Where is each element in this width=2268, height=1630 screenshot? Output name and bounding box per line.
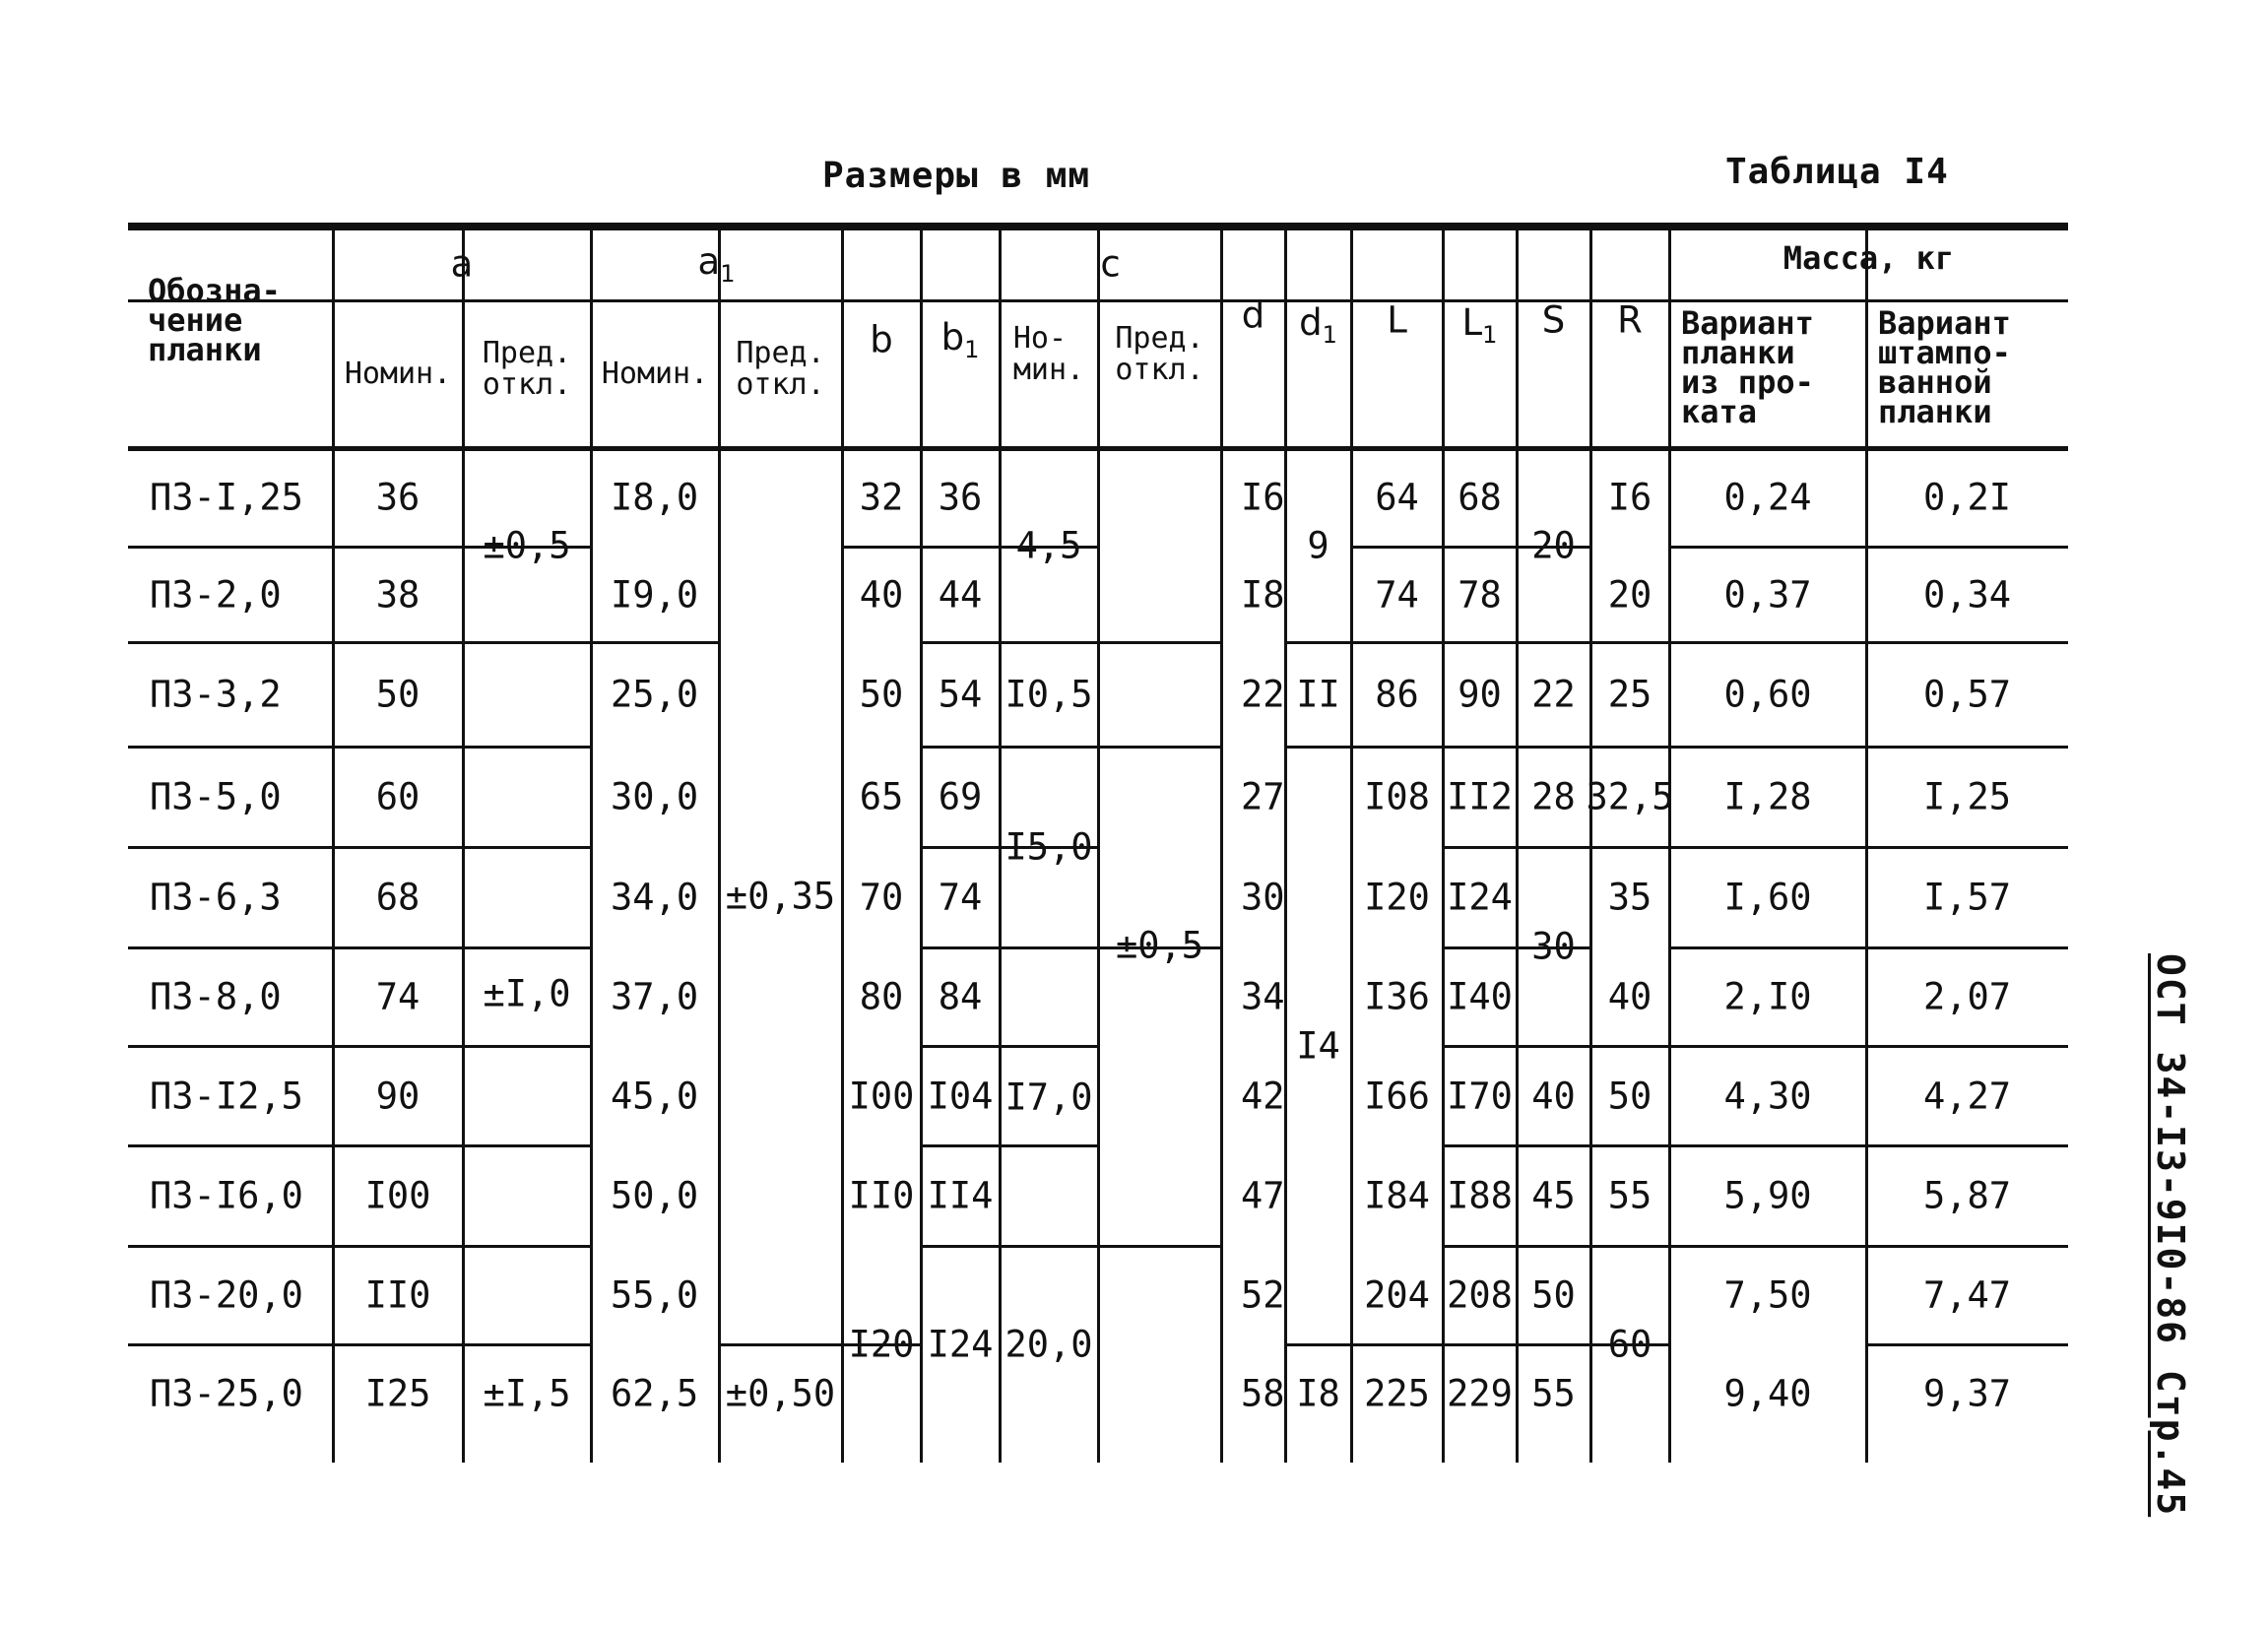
header-c: c [1100, 242, 1121, 286]
header-dev-c: Пред. откл. [1115, 321, 1204, 387]
L1-cell: I40 [1447, 975, 1513, 1018]
row-rule [333, 546, 463, 549]
row-rule [128, 946, 333, 949]
R-cell: 50 [1607, 1075, 1652, 1117]
L-cell: 64 [1375, 476, 1419, 519]
s-cell: 55 [1531, 1372, 1576, 1415]
b-cell: I00 [848, 1075, 915, 1117]
row-rule [463, 641, 591, 644]
row-rule [921, 546, 1000, 549]
b-cell: 50 [859, 673, 904, 716]
d-cell: 52 [1241, 1273, 1285, 1317]
mass-rolled-cell: I,28 [1723, 775, 1812, 818]
row-rule [1517, 746, 1590, 749]
header-dev-a1: Пред. откл. [736, 336, 825, 402]
row-rule [591, 641, 719, 644]
header-b1-subscript: 1 [964, 336, 980, 364]
header-mass-stamped: Вариант штампо- ванной планки [1878, 304, 2011, 430]
row-rule [1285, 641, 1351, 644]
mass-rolled-cell: 5,90 [1723, 1174, 1812, 1217]
row-rule [1866, 1045, 2068, 1048]
row-rule [1351, 641, 1443, 644]
mass-rolled-cell: 0,60 [1723, 673, 1812, 716]
row-rule [128, 1045, 333, 1048]
d1-cell: I8 [1296, 1372, 1340, 1415]
d-cell: 22 [1241, 673, 1285, 716]
L1-cell: 229 [1447, 1372, 1513, 1415]
row-rule [1866, 1343, 2068, 1346]
b-cell: 70 [859, 876, 904, 919]
mass-stamped-cell: 0,57 [1922, 673, 2012, 716]
b1-cell: 54 [938, 673, 983, 716]
b-cell: 40 [859, 573, 904, 616]
row-rule [333, 1045, 463, 1048]
row-rule [921, 1144, 1000, 1147]
a-nominal-cell: 68 [375, 876, 421, 919]
row-rule [1517, 1045, 1590, 1048]
designation-cell: ПЗ-20,0 [150, 1273, 303, 1317]
L-cell: 86 [1375, 673, 1419, 716]
mass-stamped-cell: 9,37 [1922, 1372, 2012, 1415]
row-rule [463, 1343, 591, 1346]
row-rule [1443, 746, 1517, 749]
mass-stamped-cell: 0,2I [1922, 476, 2012, 519]
row-rule [1000, 746, 1098, 749]
L1-cell: I24 [1447, 876, 1513, 919]
b1-cell: II4 [927, 1174, 994, 1217]
row-rule [921, 946, 1000, 949]
column-rule [590, 227, 593, 1463]
column-rule [1589, 227, 1592, 1463]
row-rule [1590, 641, 1669, 644]
d-cell: 34 [1241, 975, 1285, 1018]
column-rule [841, 227, 844, 1463]
row-rule [1000, 946, 1098, 949]
a-nominal-cell: 38 [375, 573, 421, 616]
column-rule [462, 227, 465, 1463]
a-deviation-cell: ±I,0 [483, 972, 571, 1014]
a1-nominal-cell: I9,0 [611, 573, 699, 616]
a1-nominal-cell: 30,0 [611, 775, 699, 818]
s-cell: 22 [1531, 673, 1576, 716]
designation-cell: ПЗ-I2,5 [150, 1075, 303, 1117]
b1-cell: 74 [938, 876, 983, 919]
c-nominal-cell: I5,0 [1004, 825, 1093, 869]
column-rule [332, 227, 335, 1463]
a-nominal-cell: 74 [375, 975, 421, 1018]
column-rule [1442, 227, 1445, 1463]
d1-cell: I4 [1296, 1024, 1340, 1067]
row-rule [1517, 1245, 1590, 1248]
row-rule [1669, 546, 1866, 549]
mass-rolled-cell: 2,I0 [1723, 975, 1812, 1018]
row-rule [1669, 1144, 1866, 1147]
row-rule [463, 1144, 591, 1147]
column-rule [1350, 227, 1353, 1463]
header-b1 [941, 316, 980, 363]
row-rule [1669, 641, 1866, 644]
mass-stamped-cell: 7,47 [1922, 1273, 2012, 1317]
mass-rolled-cell: 7,50 [1723, 1273, 1812, 1317]
b1-cell: 84 [938, 975, 983, 1018]
d-cell: I8 [1241, 573, 1285, 616]
d-cell: 27 [1241, 775, 1285, 818]
row-rule [1590, 746, 1669, 749]
units-caption: Размеры в мм [822, 156, 1091, 196]
a1-deviation-cell: ±0,35 [725, 875, 836, 918]
row-rule [1443, 641, 1517, 644]
row-rule [333, 946, 463, 949]
mass-stamped-cell: 2,07 [1922, 975, 2012, 1018]
designation-cell: ПЗ-8,0 [150, 975, 282, 1018]
row-rule [842, 546, 921, 549]
row-rule [1590, 1045, 1669, 1048]
header-designation: Обозна- чение планки [148, 272, 281, 368]
row-rule [463, 1045, 591, 1048]
a-deviation-cell: ±0,5 [483, 524, 571, 566]
L1-cell: II2 [1447, 775, 1513, 818]
a1-nominal-cell: 62,5 [611, 1372, 699, 1415]
L1-cell: 68 [1458, 476, 1502, 519]
row-rule [1866, 746, 2068, 749]
row-rule [1517, 1144, 1590, 1147]
a-nominal-cell: 36 [375, 476, 421, 519]
header-d1 [1299, 301, 1337, 349]
d1-cell: 9 [1307, 524, 1329, 566]
row-rule [1351, 746, 1443, 749]
header-b1-main: b [940, 315, 965, 359]
row-rule [1098, 1245, 1221, 1248]
header-R: R [1617, 298, 1643, 342]
row-rule [1098, 746, 1221, 749]
row-rule [463, 846, 591, 849]
row-rule [1517, 641, 1590, 644]
column-rule [1668, 227, 1671, 1463]
row-rule [333, 1144, 463, 1147]
L-cell: 74 [1375, 573, 1419, 616]
row-rule [463, 746, 591, 749]
row-rule [1866, 546, 2068, 549]
row-rule [1443, 1045, 1517, 1048]
row-rule [1443, 1245, 1517, 1248]
designation-cell: ПЗ-25,0 [150, 1372, 303, 1415]
b1-cell: I24 [927, 1323, 994, 1366]
mass-rolled-cell: 4,30 [1723, 1075, 1812, 1117]
L-cell: I20 [1364, 876, 1430, 919]
b-cell: I20 [848, 1323, 915, 1366]
column-rule [1516, 227, 1519, 1463]
s-cell: 30 [1531, 925, 1576, 968]
row-rule [463, 1245, 591, 1248]
b1-cell: 36 [938, 476, 983, 519]
row-rule [128, 1343, 333, 1346]
c-nominal-cell: I0,5 [1004, 673, 1093, 716]
mass-stamped-cell: 5,87 [1922, 1174, 2012, 1217]
header-d: d [1241, 293, 1265, 337]
c-deviation-cell: ±0,5 [1115, 924, 1204, 967]
R-cell: 60 [1607, 1323, 1652, 1366]
b-cell: 32 [859, 476, 904, 519]
a1-deviation-cell: ±0,50 [725, 1372, 836, 1415]
header-a1-main: a [697, 239, 721, 283]
row-rule [1669, 1245, 1866, 1248]
header-S: S [1541, 298, 1566, 342]
document-stamp: ОСТ 34-I3-9I0-86 Стр.45 [2149, 953, 2192, 1518]
row-rule [1517, 846, 1590, 849]
mass-stamped-cell: I,57 [1922, 876, 2012, 919]
s-cell: 20 [1531, 524, 1576, 566]
b1-cell: 44 [938, 573, 983, 616]
row-rule [1590, 846, 1669, 849]
a-nominal-cell: II0 [364, 1273, 431, 1317]
row-rule [1285, 1343, 1351, 1346]
header-L: L [1387, 298, 1407, 342]
row-rule [333, 746, 463, 749]
L1-cell: I88 [1447, 1174, 1513, 1217]
row-rule [1000, 641, 1098, 644]
row-rule [1285, 746, 1351, 749]
header-nom-c: Но- мин. [1012, 321, 1085, 387]
header-L1 [1462, 301, 1498, 349]
a-deviation-cell: ±I,5 [483, 1372, 571, 1415]
row-rule [1590, 1245, 1669, 1248]
row-rule [333, 641, 463, 644]
row-rule [333, 846, 463, 849]
mass-stamped-cell: I,25 [1922, 775, 2012, 818]
row-rule [1351, 1343, 1443, 1346]
row-rule [1443, 1343, 1517, 1346]
s-cell: 50 [1531, 1273, 1576, 1317]
header-a1-subscript: 1 [720, 260, 736, 289]
a1-nominal-cell: 45,0 [611, 1075, 699, 1117]
a1-nominal-cell: 37,0 [611, 975, 699, 1018]
header-a: a [450, 242, 474, 286]
row-rule [128, 1144, 333, 1147]
row-rule [1000, 1144, 1098, 1147]
row-rule [1866, 641, 2068, 644]
designation-cell: ПЗ-5,0 [150, 775, 282, 818]
row-rule [1098, 641, 1221, 644]
row-rule [128, 846, 333, 849]
row-rule [1669, 946, 1866, 949]
b-cell: II0 [848, 1174, 915, 1217]
mass-stamped-cell: 0,34 [1922, 573, 2012, 616]
designation-cell: ПЗ-6,3 [150, 876, 282, 919]
c-nominal-cell: 20,0 [1004, 1323, 1093, 1366]
row-rule [921, 846, 1000, 849]
a-nominal-cell: 90 [375, 1075, 421, 1117]
R-cell: I6 [1607, 476, 1652, 519]
designation-cell: ПЗ-3,2 [150, 673, 282, 716]
R-cell: 35 [1607, 876, 1652, 919]
header-dev-a: Пред. откл. [482, 336, 572, 402]
b-cell: 80 [859, 975, 904, 1018]
row-rule [128, 641, 333, 644]
row-rule [719, 1343, 842, 1346]
designation-cell: ПЗ-I6,0 [150, 1174, 303, 1217]
row-rule [1866, 846, 2068, 849]
header-d1-subscript: 1 [1322, 321, 1337, 350]
mass-rolled-cell: 9,40 [1723, 1372, 1812, 1415]
row-rule [128, 1245, 333, 1248]
row-rule [1866, 1144, 2068, 1147]
designation-cell: ПЗ-I,25 [150, 476, 303, 519]
d-cell: I6 [1241, 476, 1285, 519]
c-nominal-cell: I7,0 [1004, 1076, 1093, 1118]
row-rule [1443, 546, 1517, 549]
row-rule [921, 746, 1000, 749]
header-nom-a: Номин. [344, 357, 452, 391]
header-mass-rolled: Вариант планки из про- ката [1681, 304, 1814, 430]
b1-cell: I04 [927, 1075, 994, 1117]
header-L1-main: L [1461, 300, 1483, 344]
L-cell: I08 [1364, 775, 1430, 818]
column-rule [718, 227, 721, 1463]
row-rule [1443, 1144, 1517, 1147]
row-rule [921, 1245, 1000, 1248]
L-cell: 204 [1364, 1273, 1430, 1317]
a-nominal-cell: 50 [375, 673, 421, 716]
R-cell: 25 [1607, 673, 1652, 716]
a1-nominal-cell: 34,0 [611, 876, 699, 919]
column-rule [1097, 227, 1100, 1463]
L-cell: 225 [1364, 1372, 1430, 1415]
row-rule [1669, 746, 1866, 749]
row-rule [1000, 1045, 1098, 1048]
header-nom-a1: Номин. [601, 357, 709, 391]
column-rule [999, 227, 1002, 1463]
s-cell: 45 [1531, 1174, 1576, 1217]
column-rule [920, 227, 923, 1463]
L1-cell: 90 [1458, 673, 1502, 716]
d1-cell: II [1296, 673, 1340, 716]
row-rule [1866, 946, 2068, 949]
header-L1-subscript: 1 [1482, 321, 1498, 350]
mass-stamped-cell: 4,27 [1922, 1075, 2012, 1117]
row-rule [333, 1245, 463, 1248]
row-rule [1351, 546, 1443, 549]
mass-rolled-cell: 0,24 [1723, 476, 1812, 519]
s-cell: 40 [1531, 1075, 1576, 1117]
R-cell: 40 [1607, 975, 1652, 1018]
row-rule [1669, 1045, 1866, 1048]
a1-nominal-cell: 55,0 [611, 1273, 699, 1317]
header-d1-main: d [1299, 300, 1323, 344]
a1-nominal-cell: 25,0 [611, 673, 699, 716]
designation-cell: ПЗ-2,0 [150, 573, 282, 616]
row-rule [1590, 1144, 1669, 1147]
s-cell: 28 [1531, 775, 1576, 818]
d-cell: 47 [1241, 1174, 1285, 1217]
row-rule [1866, 1245, 2068, 1248]
a-nominal-cell: 60 [375, 775, 421, 818]
row-rule [921, 641, 1000, 644]
c-nominal-cell: 4,5 [1015, 524, 1082, 566]
b-cell: 65 [859, 775, 904, 818]
a1-nominal-cell: I8,0 [611, 476, 699, 519]
L1-cell: 78 [1458, 573, 1502, 616]
column-rule [1220, 227, 1223, 1463]
mass-rolled-cell: 0,37 [1723, 573, 1812, 616]
a-nominal-cell: I00 [364, 1174, 431, 1217]
mass-rolled-cell: I,60 [1723, 876, 1812, 919]
d-cell: 58 [1241, 1372, 1285, 1415]
row-rule [1000, 1245, 1098, 1248]
row-rule [128, 746, 333, 749]
L1-cell: 208 [1447, 1273, 1513, 1317]
row-rule [333, 1343, 463, 1346]
R-cell: 20 [1607, 573, 1652, 616]
row-rule [1443, 846, 1517, 849]
d-cell: 30 [1241, 876, 1285, 919]
table-number: Таблица I4 [1725, 152, 1949, 192]
b1-cell: 69 [938, 775, 983, 818]
row-rule [128, 546, 333, 549]
row-rule [921, 1045, 1000, 1048]
R-cell: 55 [1607, 1174, 1652, 1217]
row-rule [1669, 846, 1866, 849]
L-cell: I66 [1364, 1075, 1430, 1117]
d-cell: 42 [1241, 1075, 1285, 1117]
R-cell: 32,5 [1586, 775, 1674, 818]
header-a1 [698, 240, 736, 288]
row-rule [1443, 946, 1517, 949]
row-rule [1517, 1343, 1590, 1346]
a-nominal-cell: I25 [364, 1372, 431, 1415]
a1-nominal-cell: 50,0 [611, 1174, 699, 1217]
L1-cell: I70 [1447, 1075, 1513, 1117]
L-cell: I36 [1364, 975, 1430, 1018]
column-rule [1865, 227, 1868, 1463]
header-mass: Масса, кг [1782, 239, 1955, 277]
row-rule [463, 946, 591, 949]
header-b: b [870, 318, 893, 361]
L-cell: I84 [1364, 1174, 1430, 1217]
